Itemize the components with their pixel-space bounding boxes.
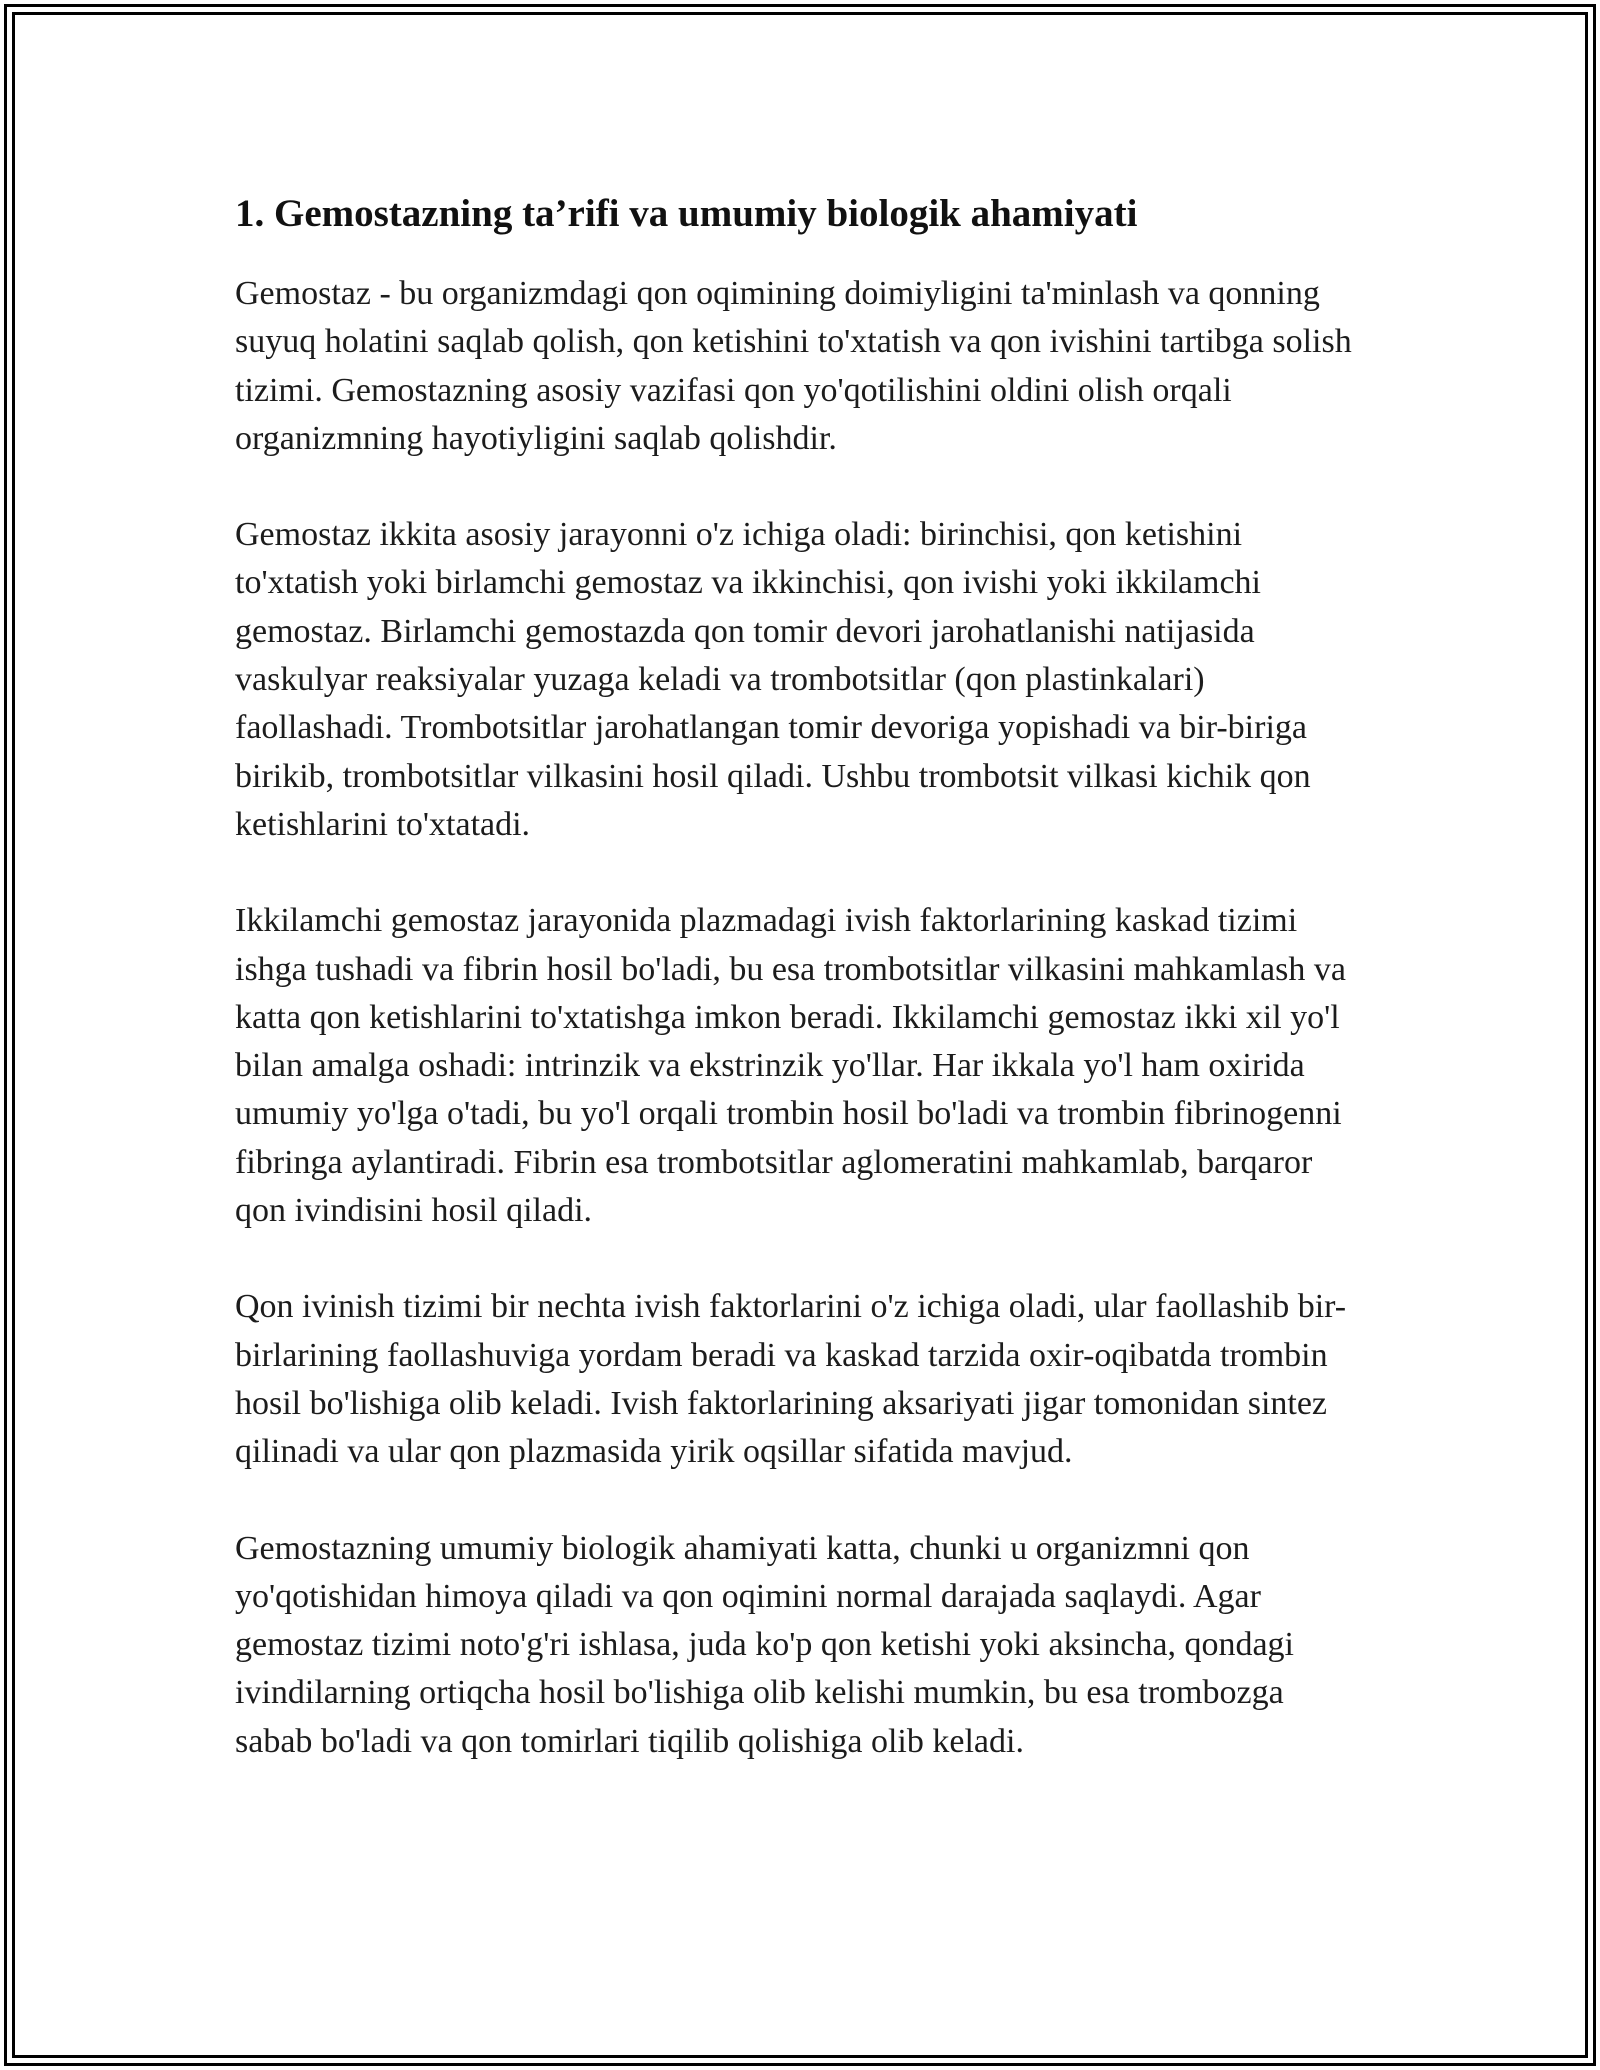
paragraph-secondary-hemostasis: Ikkilamchi gemostaz jarayonida plazmadagi ivish faktorlarining kaskad tizimi ishga tushadi va fibrin hosil bo'ladi, bu esa trombotsitlar vilkasini mahkamlash va katta qon ketishlarini to'xtatishga imkon beradi. Ikkilamchi gemostaz ikki xil yo'l bilan amalga oshadi: intrinzik va ekstrinzik yo'llar. Har ikkala yo'l ham oxirida umumiy yo'lga o'tadi, bu yo'l orqali trombin hosil bo'ladi va trombin fibrinogenni fibringa aylantiradi. Fibrin esa trombotsitlar aglomeratini mahkamlab, barqaror qon ivindisini hosil qiladi.	[235, 902, 1346, 1230]
paragraph-definition: Gemostaz - bu organizmdagi qon oqimining doimiyligini ta'minlash va qonning suyuq holatini saqlab qolish, qon ketishini to'xtatish va qon ivishini tartibga solish tizimi. Gemostazning asosiy vazifasi qon yo'qotilishini oldini olish orqali organizmning hayotiyligini saqlab qolishdir.	[235, 275, 1352, 457]
paragraph-primary-hemostasis: Gemostaz ikkita asosiy jarayonni o'z ichiga oladi: birinchisi, qon ketishini to'xtatish yoki birlamchi gemostaz va ikkinchisi, qon ivishi yoki ikkilamchi gemostaz. Birlamchi gemostazda qon tomir devori jarohatlanishi natijasida vaskulyar reaksiyalar yuzaga keladi va trombotsitlar (qon plastinkalari) faollashadi. Trombotsitlar jarohatlangan tomir devoriga yopishadi va bir-biriga birikib, trombotsitlar vilkasini hosil qiladi. Ushbu trombotsit vilkasi kichik qon ketishlarini to'xtatadi.	[235, 516, 1311, 843]
paragraph-coagulation-factors: Qon ivinish tizimi bir nechta ivish faktorlarini o'z ichiga oladi, ular faollashib bir-birlarining faollashuviga yordam beradi va kaskad tarzida oxir-oqibatda trombin hosil bo'lishiga olib keladi. Ivish faktorlarining aksariyati jigar tomonidan sintez qilinadi va ular qon plazmasida yirik oqsillar sifatida mavjud.	[235, 1288, 1347, 1471]
paragraph-biological-significance: Gemostazning umumiy biologik ahamiyati katta, chunki u organizmni qon yo'qotishidan himoya qiladi va qon oqimini normal darajada saqlaydi. Agar gemostaz tizimi noto'g'ri ishlasa, juda ko'p qon ketishi yoki aksincha, qondagi ivindilarning ortiqcha hosil bo'lishiga olib kelishi mumkin, bu esa trombozga sabab bo'ladi va qon tomirlari tiqilib qolishiga olib keladi.	[235, 1529, 1294, 1760]
document-body	[235, 186, 1365, 1814]
section-heading: 1. Gemostazning ta’rifi va umumiy biologik ahamiyati	[235, 192, 1138, 235]
